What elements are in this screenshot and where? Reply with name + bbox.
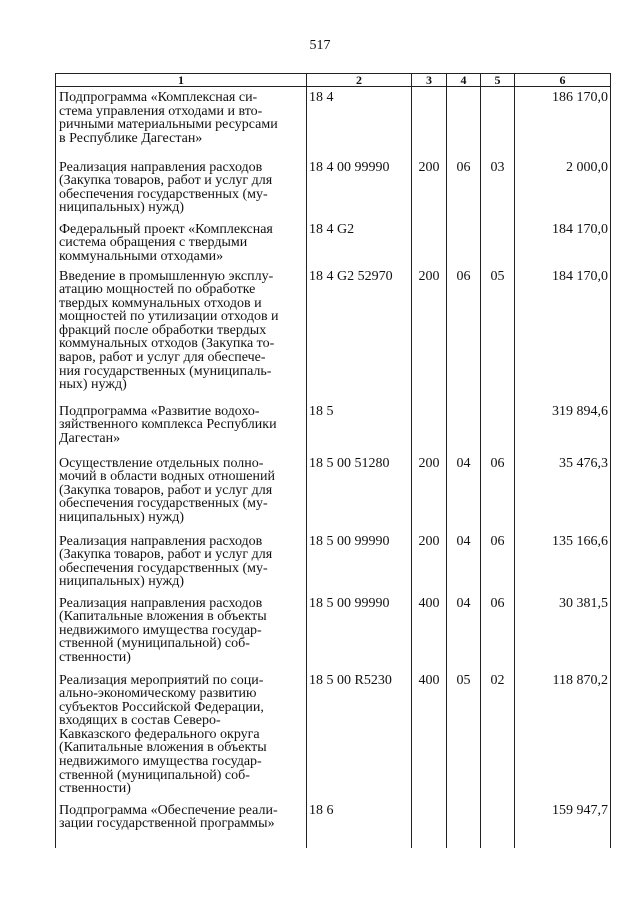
row-name: Подпрограмма «Обеспечение реали- зации государственной программы» [56, 800, 307, 848]
page-number: 517 [309, 38, 331, 53]
table-row [56, 453, 611, 531]
row-code: 18 5 [307, 401, 412, 453]
row-name: Введение в промышленную эксплу- атацию мощностей по обработке твердых коммунальных отходов и мощностей по утилизации отходов и фракций после обработки твердых коммунальных отходов (Закупка то- варов, работ и услуг для обеспече- ния государственных (муниципаль- ных) нужд) [56, 266, 307, 401]
row-col4 [447, 401, 481, 453]
table-row [56, 593, 611, 670]
row-code: 18 4 00 99990 [307, 157, 412, 219]
row-col4: 06 [447, 266, 481, 401]
row-amount: 159 947,7 [515, 800, 611, 848]
row-col5: 02 [481, 670, 515, 800]
row-code: 18 6 [307, 800, 412, 848]
row-name: Подпрограмма «Комплексная си- стема управления отходами и вто- ричными материальными ресурсами в Республике Дагестан» [56, 87, 307, 157]
row-col3: 200 [412, 157, 447, 219]
table-row [56, 531, 611, 593]
row-name: Реализация направления расходов (Закупка товаров, работ и услуг для обеспечения государственных (му- ниципальных) нужд) [56, 157, 307, 219]
row-code: 18 5 00 R5230 [307, 670, 412, 800]
table-row [56, 401, 611, 453]
row-col4: 06 [447, 157, 481, 219]
row-col5: 06 [481, 531, 515, 593]
table-row [56, 157, 611, 219]
row-code: 18 5 00 99990 [307, 593, 412, 670]
row-amount: 184 170,0 [515, 266, 611, 401]
row-col4 [447, 800, 481, 848]
row-col4: 05 [447, 670, 481, 800]
header-col-4: 4 [447, 74, 481, 87]
row-name: Реализация мероприятий по соци- ально-экономическому развитию субъектов Российской Федерации, входящих в состав Северо- Кавказского федерального округа (Капитальные вложения в объекты недвижимого имущества государ- ственной (муниципальной) соб- ственности) [56, 670, 307, 800]
row-name: Осуществление отдельных полно- мочий в области водных отношений (Закупка товаров, работ и услуг для обеспечения государственных (му- ниципальных) нужд) [56, 453, 307, 531]
header-row [56, 74, 611, 87]
row-name: Реализация направления расходов (Капитальные вложения в объекты недвижимого имущества государ- ственной (муниципальной) соб- ственности) [56, 593, 307, 670]
table-row [56, 670, 611, 800]
row-col5 [481, 800, 515, 848]
table-row [56, 266, 611, 401]
row-col3 [412, 800, 447, 848]
row-amount: 30 381,5 [515, 593, 611, 670]
row-amount: 186 170,0 [515, 87, 611, 157]
row-col5 [481, 219, 515, 266]
header-col-6: 6 [515, 74, 611, 87]
row-col4 [447, 219, 481, 266]
row-col3 [412, 401, 447, 453]
row-col3: 200 [412, 453, 447, 531]
row-amount: 184 170,0 [515, 219, 611, 266]
row-col5: 06 [481, 453, 515, 531]
budget-table [55, 73, 611, 848]
row-col5 [481, 87, 515, 157]
row-col5: 03 [481, 157, 515, 219]
row-code: 18 5 00 99990 [307, 531, 412, 593]
row-code: 18 5 00 51280 [307, 453, 412, 531]
row-col3 [412, 219, 447, 266]
row-code: 18 4 [307, 87, 412, 157]
row-col5 [481, 401, 515, 453]
row-col5: 05 [481, 266, 515, 401]
row-amount: 319 894,6 [515, 401, 611, 453]
row-amount: 135 166,6 [515, 531, 611, 593]
row-amount: 2 000,0 [515, 157, 611, 219]
table-row [56, 800, 611, 848]
row-name: Реализация направления расходов (Закупка товаров, работ и услуг для обеспечения государственных (му- ниципальных) нужд) [56, 531, 307, 593]
row-code: 18 4 G2 [307, 219, 412, 266]
row-col4 [447, 87, 481, 157]
header-col-3: 3 [412, 74, 447, 87]
table-row [56, 219, 611, 266]
row-col4: 04 [447, 453, 481, 531]
row-col3: 400 [412, 670, 447, 800]
row-code: 18 4 G2 52970 [307, 266, 412, 401]
header-col-5: 5 [481, 74, 515, 87]
row-name: Подпрограмма «Развитие водохо- зяйственного комплекса Республики Дагестан» [56, 401, 307, 453]
table-row [56, 87, 611, 157]
header-col-1: 1 [56, 74, 307, 87]
row-col3: 200 [412, 531, 447, 593]
row-col5: 06 [481, 593, 515, 670]
row-col4: 04 [447, 531, 481, 593]
row-col3 [412, 87, 447, 157]
row-col3: 400 [412, 593, 447, 670]
row-col3: 200 [412, 266, 447, 401]
header-col-2: 2 [307, 74, 412, 87]
row-name: Федеральный проект «Комплексная система обращения с твердыми коммунальными отходами» [56, 219, 307, 266]
row-amount: 35 476,3 [515, 453, 611, 531]
row-col4: 04 [447, 593, 481, 670]
row-amount: 118 870,2 [515, 670, 611, 800]
